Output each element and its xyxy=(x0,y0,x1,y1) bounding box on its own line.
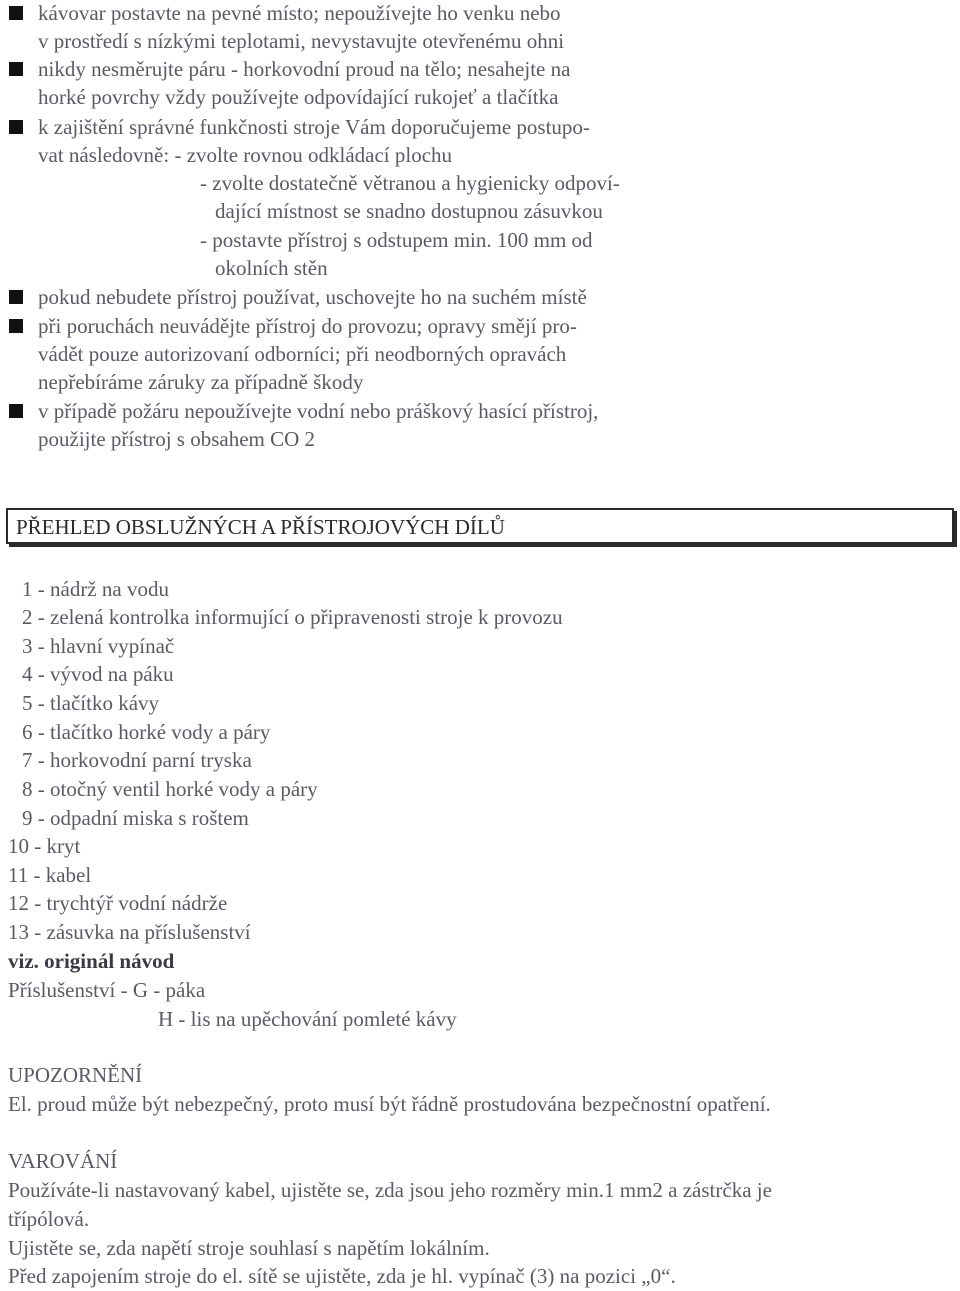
safety-text: dající místnost se snadno dostupnou zásuvkou xyxy=(215,199,603,223)
bullet-icon xyxy=(9,319,23,333)
safety-text: vat následovně: - zvolte rovnou odkládací plochu xyxy=(38,143,453,167)
list-item: 1 - nádrž na vodu xyxy=(22,577,169,601)
list-item: 6 - tlačítko horké vody a páry xyxy=(22,720,271,744)
list-item: 12 - trychtýř vodní nádrže xyxy=(8,891,228,915)
bullet-icon xyxy=(9,62,23,76)
list-item: 3 - hlavní vypínač xyxy=(22,634,175,658)
safety-text: při poruchách neuvádějte přístroj do provozu; opravy smějí pro- xyxy=(38,314,577,338)
warning-text: Ujistěte se, zda napětí stroje souhlasí s napětím lokálním. xyxy=(8,1236,490,1260)
section-heading-box xyxy=(6,508,954,544)
safety-text: okolních stěn xyxy=(215,256,328,280)
list-item: 2 - zelená kontrolka informující o připravenosti stroje k provozu xyxy=(22,605,563,629)
safety-text: v případě požáru nepoužívejte vodní nebo práškový hasící přístroj, xyxy=(38,399,599,423)
warning-title: VAROVÁNÍ xyxy=(8,1149,118,1173)
list-item: 10 - kryt xyxy=(8,834,81,858)
bullet-icon xyxy=(9,290,23,304)
list-item: 7 - horkovodní parní tryska xyxy=(22,748,252,772)
section-heading: PŘEHLED OBSLUŽNÝCH A PŘÍSTROJOVÝCH DÍLŮ xyxy=(16,515,505,539)
bullet-icon xyxy=(9,6,23,20)
notice-title: UPOZORNĚNÍ xyxy=(8,1063,143,1087)
warning-text: Používáte-li nastavovaný kabel, ujistěte se, zda jsou jeho rozměry min.1 mm2 a zástrčka je xyxy=(8,1178,772,1202)
bullet-icon xyxy=(9,120,23,134)
safety-text: použijte přístroj s obsahem CO 2 xyxy=(38,427,316,451)
notice-text: El. proud může být nebezpečný, proto musí být řádně prostudována bezpečnostní opatření. xyxy=(8,1092,771,1116)
original-manual-note: viz. originál návod xyxy=(8,949,175,973)
safety-text: - postavte přístroj s odstupem min. 100 mm od xyxy=(200,228,593,252)
warning-text: Před zapojením stroje do el. sítě se ujistěte, zda je hl. vypínač (3) na pozici „0“. xyxy=(8,1264,676,1288)
list-item: 13 - zásuvka na příslušenství xyxy=(8,920,251,944)
safety-text: - zvolte dostatečně větranou a hygienicky odpoví- xyxy=(200,171,620,195)
bullet-icon xyxy=(9,404,23,418)
safety-text: vádět pouze autorizovaní odborníci; při neodborných opravách xyxy=(38,342,567,366)
safety-text: k zajištění správné funkčnosti stroje Vám doporučujeme postupo- xyxy=(38,115,590,139)
safety-text: nepřebíráme záruky za případně škody xyxy=(38,370,364,394)
list-item: 4 - vývod na páku xyxy=(22,662,174,686)
accessories-line: H - lis na upěchování pomleté kávy xyxy=(158,1007,457,1031)
safety-text: nikdy nesměrujte páru - horkovodní proud na tělo; nesahejte na xyxy=(38,57,571,81)
safety-text: horké povrchy vždy používejte odpovídající rukojeť a tlačítka xyxy=(38,85,559,109)
safety-text: v prostředí s nízkými teplotami, nevystavujte otevřenému ohni xyxy=(38,29,565,53)
warning-text: třípólová. xyxy=(8,1207,90,1231)
accessories-line: Příslušenství - G - páka xyxy=(8,978,206,1002)
list-item: 11 - kabel xyxy=(8,863,92,887)
list-item: 9 - odpadní miska s roštem xyxy=(22,806,249,830)
list-item: 5 - tlačítko kávy xyxy=(22,691,160,715)
list-item: 8 - otočný ventil horké vody a páry xyxy=(22,777,318,801)
safety-text: pokud nebudete přístroj používat, uschovejte ho na suchém místě xyxy=(38,285,587,309)
safety-text: kávovar postavte na pevné místo; nepoužívejte ho venku nebo xyxy=(38,1,561,25)
